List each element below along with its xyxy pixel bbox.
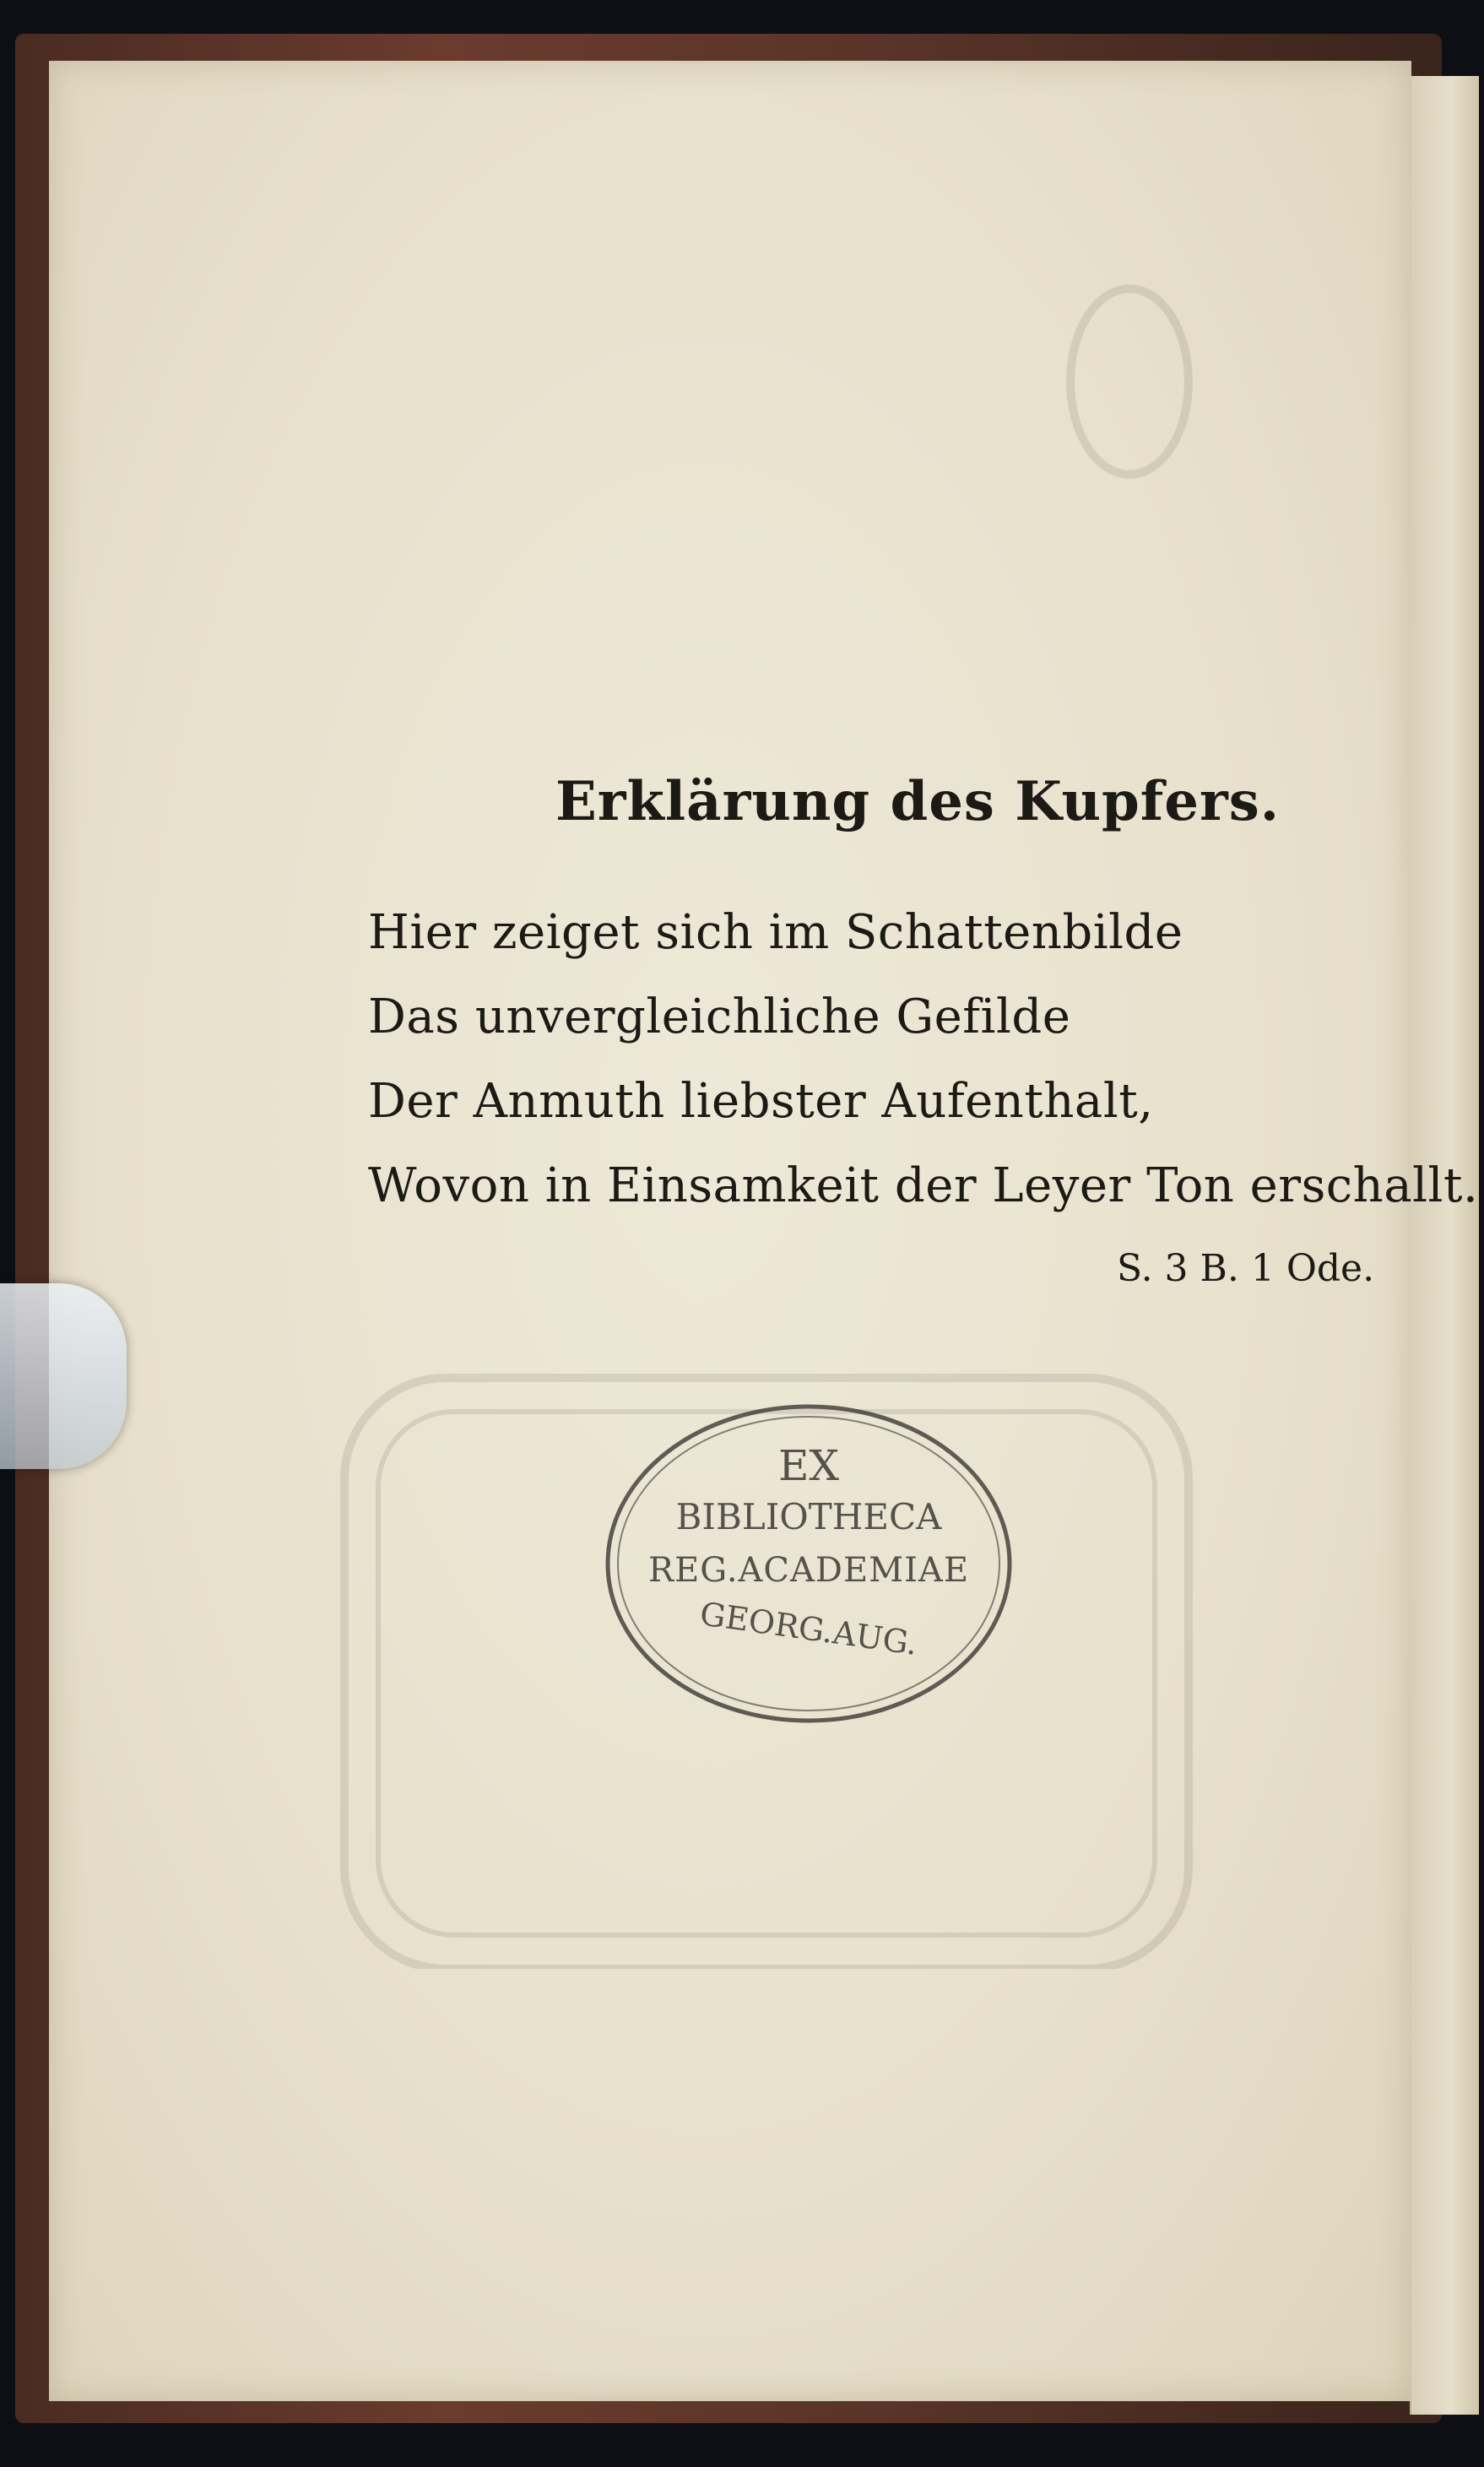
verse-line-1: Hier zeiget sich im Schattenbilde (368, 905, 1183, 960)
stamp-line-3: REG.ACADEMIAE (647, 1551, 970, 1590)
verse-line-2: Das unvergleichliche Gefilde (368, 990, 1071, 1044)
stamp-line-1: EX (777, 1441, 840, 1490)
book-page (49, 61, 1479, 2401)
verse-reference: S. 3 B. 1 Ode. (1117, 1247, 1375, 1290)
stamp-line-4: GEORG.AUG. (697, 1595, 920, 1662)
library-stamp (602, 1399, 1016, 1728)
page-title: Erklärung des Kupfers. (555, 770, 1280, 833)
facing-page-edge (1410, 76, 1479, 2415)
verse-line-3: Der Anmuth liebster Aufenthalt, (368, 1074, 1154, 1129)
verse-line-4: Wovon in Einsamkeit der Leyer Ton erschallt. (368, 1158, 1479, 1213)
stamp-line-2: BIBLIOTHECA (675, 1496, 942, 1537)
page-clip (0, 1283, 127, 1469)
